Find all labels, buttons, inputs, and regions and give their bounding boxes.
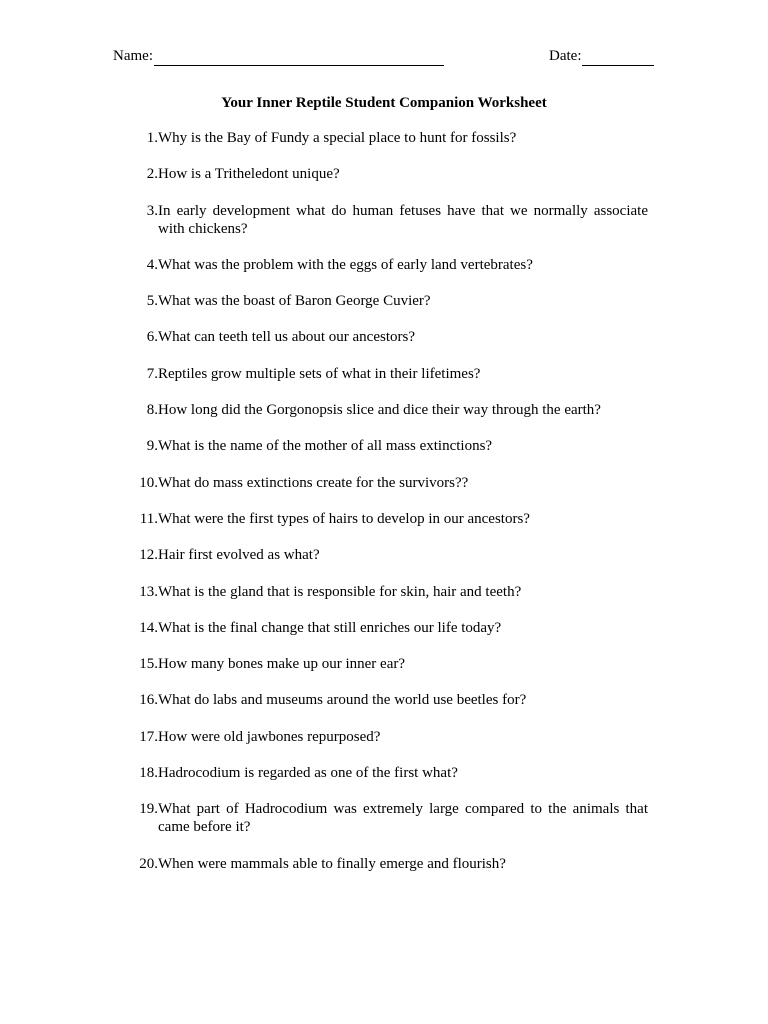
question-item xyxy=(128,764,648,782)
question-text: What part of Hadrocodium was extremely large compared to the animals that came before it? xyxy=(158,801,648,836)
question-text: In early development what do human fetuses have that we normally associate with chickens? xyxy=(158,202,648,237)
question-number: 20. xyxy=(139,855,158,872)
name-field-group xyxy=(113,46,444,66)
question-item xyxy=(128,437,648,455)
question-item xyxy=(128,800,648,836)
question-number: 15. xyxy=(139,656,158,673)
question-text: How many bones make up our inner ear? xyxy=(158,656,406,673)
question-item xyxy=(128,202,648,238)
question-number: 7. xyxy=(146,365,158,382)
question-item xyxy=(128,328,648,346)
question-text: What was the problem with the eggs of early land vertebrates? xyxy=(158,256,533,273)
question-text: What do labs and museums around the world use beetles for? xyxy=(158,692,527,709)
question-item xyxy=(128,165,648,183)
question-number: 18. xyxy=(139,765,158,782)
name-blank-line xyxy=(154,49,444,66)
question-text: What is the gland that is responsible for skin, hair and teeth? xyxy=(158,583,522,600)
date-blank-line xyxy=(582,49,654,66)
question-item xyxy=(128,365,648,383)
question-number: 16. xyxy=(139,692,158,709)
question-number: 8. xyxy=(146,402,158,419)
question-number: 1. xyxy=(146,130,158,146)
question-number: 12. xyxy=(139,547,158,564)
question-item xyxy=(128,546,648,564)
question-item xyxy=(128,583,648,601)
question-item xyxy=(128,510,648,528)
question-number: 14. xyxy=(139,619,158,636)
question-text: What was the boast of Baron George Cuvier? xyxy=(158,293,431,310)
name-label: Name: xyxy=(113,48,153,64)
question-item xyxy=(128,474,648,492)
question-text: What is the final change that still enriches our life today? xyxy=(158,619,502,636)
question-text: What were the first types of hairs to develop in our ancestors? xyxy=(158,510,530,527)
question-text: What can teeth tell us about our ancestors? xyxy=(158,329,415,346)
header-row xyxy=(113,46,656,66)
date-label: Date: xyxy=(549,48,582,64)
question-number: 13. xyxy=(139,583,158,600)
question-text: When were mammals able to finally emerge and flourish? xyxy=(158,855,506,872)
question-number: 10. xyxy=(139,474,158,491)
question-item xyxy=(128,619,648,637)
question-text: Hadrocodium is regarded as one of the first what? xyxy=(158,765,458,782)
question-number: 19. xyxy=(139,801,158,818)
question-number: 6. xyxy=(146,329,158,346)
question-number: 11. xyxy=(139,510,158,527)
question-item xyxy=(128,401,648,419)
question-number: 17. xyxy=(139,728,158,745)
question-number: 3. xyxy=(146,202,158,219)
question-number: 9. xyxy=(146,438,158,455)
question-number: 5. xyxy=(146,293,158,310)
question-number: 2. xyxy=(146,166,158,183)
worksheet-title: Your Inner Reptile Student Companion Worksheet xyxy=(221,95,547,111)
question-text: Reptiles grow multiple sets of what in their lifetimes? xyxy=(158,365,481,382)
question-text: How long did the Gorgonopsis slice and dice their way through the earth? xyxy=(158,402,601,419)
question-number: 4. xyxy=(146,256,158,273)
question-item xyxy=(128,129,648,147)
question-item xyxy=(128,728,648,746)
question-item xyxy=(128,256,648,274)
question-text: What do mass extinctions create for the survivors?? xyxy=(158,474,469,491)
question-list xyxy=(128,129,648,891)
question-item xyxy=(128,292,648,310)
question-item xyxy=(128,855,648,873)
date-field-group xyxy=(549,46,654,66)
question-item xyxy=(128,655,648,673)
question-text: Why is the Bay of Fundy a special place to hunt for fossils? xyxy=(158,130,517,146)
question-text: How is a Tritheledont unique? xyxy=(158,166,340,183)
question-text: Hair first evolved as what? xyxy=(158,547,320,564)
question-text: What is the name of the mother of all mass extinctions? xyxy=(158,438,493,455)
question-item xyxy=(128,691,648,709)
question-text: How were old jawbones repurposed? xyxy=(158,728,381,745)
